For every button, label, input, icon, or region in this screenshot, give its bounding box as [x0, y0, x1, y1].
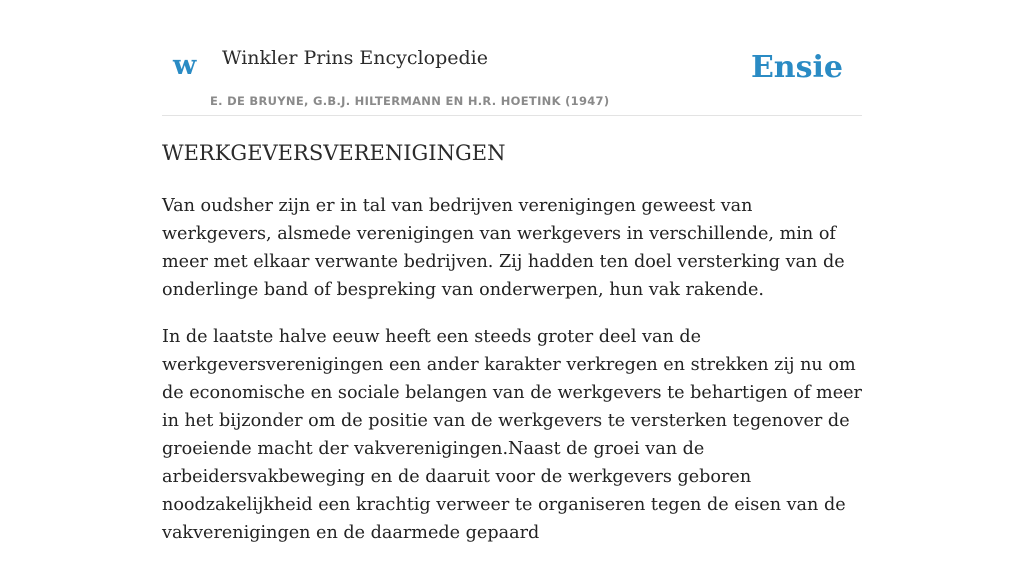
winkler-prins-logo[interactable]: w — [173, 50, 197, 81]
ensie-brand-logo[interactable]: Ensie — [750, 50, 843, 85]
body-paragraph-1: Van oudsher zijn er in tal van bedrijven verenigingen geweest van werkgevers, alsmede verenigingen van werkgevers in verschillende, min of meer met elkaar verwante bedrijven. Zij hadden ten doel versterking van de onderlinge band of bespreking van onderwerpen, hun vak rakende. — [162, 196, 845, 300]
entry-body — [162, 192, 862, 566]
header — [162, 40, 862, 116]
publication-authors: E. DE BRUYNE, G.B.J. HILTERMANN EN H.R. HOETINK (1947) — [210, 94, 610, 108]
entry-title: WERKGEVERSVERENIGINGEN — [162, 141, 506, 165]
publication-title[interactable]: Winkler Prins Encyclopedie — [222, 47, 488, 69]
body-paragraph-2: In de laatste halve eeuw heeft een steeds groter deel van de werkgeversverenigingen een ander karakter verkregen en strekken zij nu om de economische en sociale belangen van de werkgevers te behartigen of meer in het bijzonder om de positie van de werkgevers te versterken tegenover de groeiende macht der vakverenigingen.Naast de groei van de arbeidersvakbeweging en de daaruit voor de werkgevers geboren noodzakelijkheid een krachtig verweer te organiseren tegen de eisen van de vakverenigingen en de daarmede gepaard — [162, 327, 862, 543]
